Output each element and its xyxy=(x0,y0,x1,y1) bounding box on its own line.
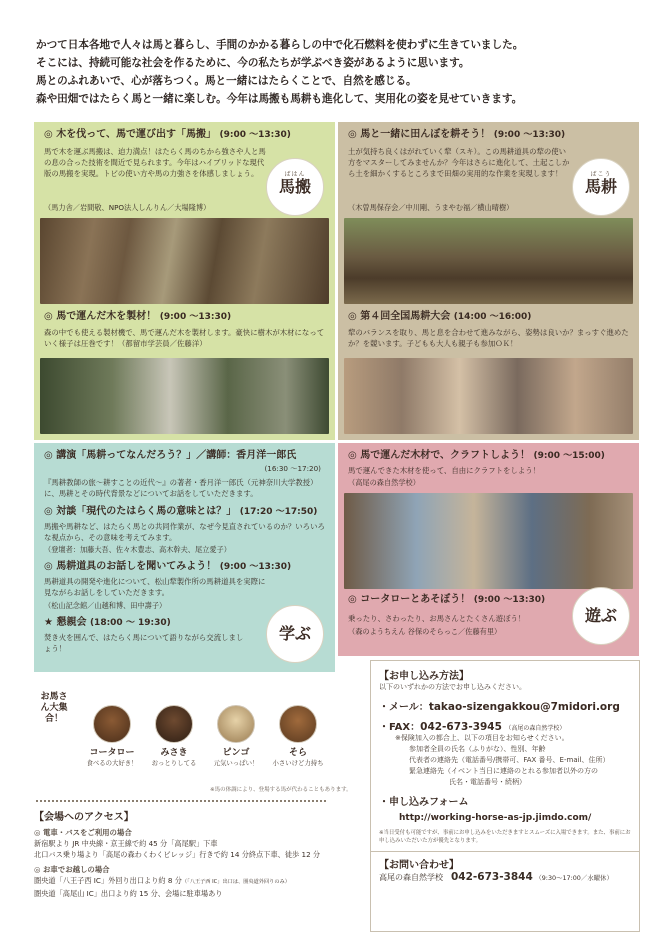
event-title: ◎ 講演「馬耕ってなんだろう？」／講師：香月洋一郎氏 xyxy=(44,450,297,461)
event-description: 馬で木を運ぶ馬搬は、迫力満点！はたらく馬のちから強さや人と馬の息の合った技術を間近で見られます。今年はハイブリッドな現代版の馬搬を実現。トビの使い方や馬の力強さを体感しましょう。 xyxy=(44,147,266,179)
insurance-note: ※保険加入の都合上、以下の項目をお知らせください。 xyxy=(395,734,569,742)
apply-title: 【お申し込み方法】 xyxy=(379,671,469,682)
access-line: 新宿駅より JR 中央線・京王線で約 45 分「高尾駅」下車 xyxy=(34,839,218,848)
intro-line: 馬とのふれあいで、心が落ちつく。馬と一緒にはたらくことで、自然を感じる。 xyxy=(36,75,417,87)
horse-photo xyxy=(93,705,131,743)
event-title: ◎ 馬で運んだ木材で、クラフトしよう！ (9:00 ～15:00) xyxy=(348,450,605,461)
panel-asobu xyxy=(338,443,639,656)
contact-line: 高尾の森自然学校 042-673-3844 （9:30～17:00／水曜休） xyxy=(379,871,613,883)
event-time: (16:30 ～17:20) xyxy=(264,464,321,473)
horse-name: ピンゴ xyxy=(222,748,250,758)
event-credit: （木曽馬保存会／中川剛、うまやむ福／横山晴樹） xyxy=(348,203,514,212)
horse-photo xyxy=(217,705,255,743)
intro-line: かつて日本各地で人々は馬と暮らし、手間のかかる暮らしの中で化石燃料を使わずに生きていました。 xyxy=(36,39,524,51)
horse-desc: 元気いっぱい！ xyxy=(213,759,259,767)
apply-form-label: ・申し込みフォーム xyxy=(379,797,469,808)
intro-text xyxy=(36,36,636,108)
event-title: ◎ 対談「現代のたはらく馬の意味とは？」 (17:20 ～17:50) xyxy=(44,506,318,517)
apply-mail: ・メール：takao-sizengakkou@7midori.org xyxy=(379,701,620,713)
horse-card xyxy=(206,705,266,767)
event-title: ◎ 馬耕道具のお話しを聞いてみよう！ (9:00 ～13:30) xyxy=(44,561,292,572)
horse-card xyxy=(268,705,328,767)
intro-line: そこには、持続可能な社会を作るために、今の私たちが学ぶべき姿があるように思います。 xyxy=(36,57,470,69)
event-description: 馬搬や馬耕など、はたらく馬との共同作業が、なぜ今見直されているのか？いろいろな視点から、その意味を考えてみます。 xyxy=(44,522,325,543)
event-title: ◎ コータローとあそぼう！ (9:00 ～13:30) xyxy=(348,594,546,605)
event-description: 森の中でも使える製材機で、馬で運んだ木を製材します。豪快に樹木が木材になっていく様子は圧巻です！（都留市学芸員／佐藤洋） xyxy=(44,328,325,349)
panel-bahan xyxy=(34,122,335,440)
event-title: ◎ 馬と一緒に田んぼを耕そう！ (9:00 ～13:30) xyxy=(348,129,566,140)
apply-box xyxy=(370,660,640,932)
access-section xyxy=(34,808,334,900)
form-url-link[interactable]: http://working-horse-as-jp.jimdo.com/ xyxy=(399,813,592,823)
photo-horse-plowing xyxy=(344,218,633,304)
horse-desc: 小さいけど力持ち xyxy=(272,759,324,767)
horse-name: コータロー xyxy=(89,748,135,758)
access-line: 圏央道「八王子西 IC」外回り出口より約 8 分（「八王子西 IC」出口は、圏央道外回りのみ） xyxy=(34,875,290,885)
access-car-heading: ◎ お車でお越しの場合 xyxy=(34,864,110,874)
horse-photo xyxy=(155,705,193,743)
event-description: 馬耕道具の開発や進化について、松山犂製作所の馬耕道具を実際に見ながらお話しをしていただきます。 xyxy=(44,577,266,598)
horse-card xyxy=(144,705,204,767)
event-credit: （高尾の森自然学校） xyxy=(348,478,420,487)
divider xyxy=(36,800,326,802)
access-line: 圏央道「高尾山 IC」出口より約 15 分、会場に駐車場あり xyxy=(34,889,223,899)
manabu-badge: 学ぶ xyxy=(266,605,324,663)
contact-title: 【お問い合わせ】 xyxy=(379,860,459,871)
horse-name: そら xyxy=(288,748,307,758)
horses-note: ※馬の体調により、登場する馬が代わることもあります。 xyxy=(210,787,352,793)
event-description: 焚き火を囲んで、はたらく馬について語りながら交流しましょう！ xyxy=(44,633,244,654)
apply-fax: ・FAX：042-673-3945 （高尾の森自然学校） xyxy=(379,721,566,733)
horse-name: みさき xyxy=(160,748,188,758)
asobu-badge: 遊ぶ xyxy=(572,587,630,645)
access-line: 北口バス乗り場より「高尾の森わくわくビレッジ」行きで約 14 分終点下車、徒歩 12 分 xyxy=(34,850,321,860)
event-description: 馬で運んできた木材を使って、自由にクラフトをしよう！ xyxy=(348,466,541,475)
access-train-heading: ◎ 電車・バスをご利用の場合 xyxy=(34,828,132,837)
event-description: 犂のバランスを取り、馬と息を合わせて進みながら、姿勢は良いか？まっすぐ進めたか？を競います。子どもも大人も親子も参加ＯＫ！ xyxy=(348,328,629,349)
apply-lead: 以下のいずれかの方法でお申し込みください。 xyxy=(379,683,526,691)
horses-heading: お馬さん大集合！ xyxy=(40,692,68,724)
event-credit: （馬力舎／岩間敬、NPO法人しんりん／大場隆博） xyxy=(44,203,211,212)
event-credit: （森のようちえん 谷保のそらっこ／佐藤有里） xyxy=(348,627,502,636)
bahan-badge: ばはん 馬搬 xyxy=(266,158,324,216)
event-title: ◎ 第４回全国馬耕大会 (14:00 ～16:00) xyxy=(348,311,532,322)
horse-desc: 食べるの大好き！ xyxy=(86,759,138,767)
photo-horse-logging xyxy=(40,218,329,304)
event-credit: （登壇者：加藤大吾、佐々木豊志、高木幹夫、尾立愛子） xyxy=(44,545,231,554)
horse-card xyxy=(82,705,142,767)
event-title: ★ 懇親会 (18:00 ～ 19:30) xyxy=(44,617,171,628)
event-title: ◎ 馬で運んだ木を製材！ (9:00 ～13:30) xyxy=(44,311,232,322)
mail-link[interactable]: takao-sizengakkou@7midori.org xyxy=(428,701,620,713)
event-title: ◎ 木を伐って、馬で運び出す「馬搬」 (9:00 ～13:30) xyxy=(44,129,291,140)
event-description: 『馬耕教師の旅～耕すことの近代～』の著者・香月洋一郎氏（元神奈川大学教授）に、馬耕とその時代背景などについてお話をしていただきます。 xyxy=(44,478,318,499)
intro-line: 森や田畑ではたらく馬と一緒に楽しむ。今年は馬搬も馬耕も進化して、実用化の姿を見せていきます。 xyxy=(36,93,523,105)
access-title: 【会場へのアクセス】 xyxy=(34,812,134,823)
event-description: 乗ったり、さわったり、お馬さんとたくさん遊ぼう！ xyxy=(348,614,526,623)
event-description: 土が気持ち良くはがれていく犂（スキ）。この馬耕道具の犂の使い方をマスターしてみませんか？今年はさらに進化して、土起こしから土を細かくするところまで田畑の実用的な作業を実現します！ xyxy=(348,147,570,179)
photo-plowing-contest xyxy=(344,358,633,434)
required-fields: 参加者全員の氏名（ふりがな）、性別、年齢 代表者の連絡先（電話番号/携帯可、FAX 番号、E-mail、住所） 緊急連絡先（イベント当日に連絡のとれる参加者以外の方の 氏名・電話番号・続柄） xyxy=(409,745,610,786)
bakou-badge: ばこう 馬耕 xyxy=(572,158,630,216)
day-note: ※当日受付も可能ですが、事前にお申し込みをいただきますとスムーズに入場できます。また、事前にお申し込みいただいた方が優先となります。 xyxy=(379,830,631,844)
panel-manabu xyxy=(34,443,335,672)
photo-sawmill xyxy=(40,358,329,434)
panel-bakou xyxy=(338,122,639,440)
horse-desc: おっとりしてる xyxy=(151,759,197,767)
horse-photo xyxy=(279,705,317,743)
photo-craft xyxy=(344,493,633,589)
event-credit: （松山記念館／山越和博、田中壽子） xyxy=(44,601,167,610)
